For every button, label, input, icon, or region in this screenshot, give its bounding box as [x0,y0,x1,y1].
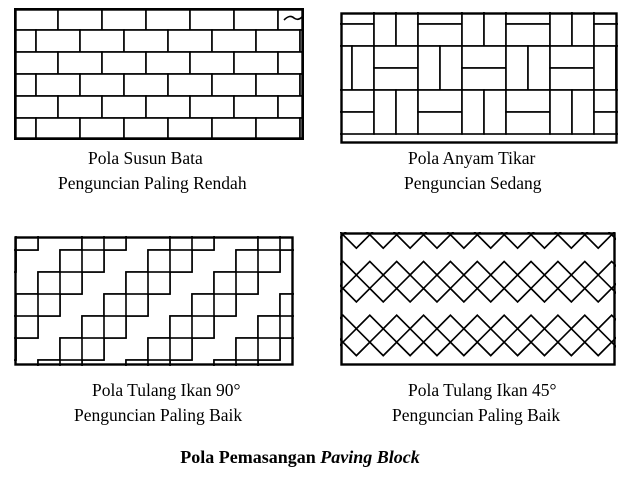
paving-block [462,12,484,46]
paving-block [36,74,80,96]
figure-caption [0,447,600,468]
paving-block [278,52,304,74]
paving-block [352,46,374,90]
paving-block [572,12,594,46]
paving-block [506,112,550,134]
paving-block [462,46,506,68]
paving-block [14,118,36,140]
paving-block [190,52,234,74]
paving-block [234,96,278,118]
pattern-name: Pola Tulang Ikan 45° [408,380,557,400]
paving-block [80,74,124,96]
paving-block [36,30,80,52]
paving-block [374,68,418,90]
pattern-name: Pola Tulang Ikan 90° [92,380,241,400]
paving-block [58,96,102,118]
paving-block [572,90,594,134]
paving-block [594,90,618,112]
paving-block [396,12,418,46]
paving-block [124,74,168,96]
pattern-tulang-ikan-45-drawing [340,232,616,366]
paving-block [340,24,374,46]
paving-block [550,46,594,68]
paving-block [146,8,190,30]
paving-block [212,118,256,140]
pattern-tulang-ikan-90-drawing [14,236,294,366]
paving-block [418,90,462,112]
pattern-tulang-ikan-90-caption [74,378,243,428]
paving-block [168,74,212,96]
paving-block [234,8,278,30]
paving-block [396,90,418,134]
pattern-susun-bata-drawing [14,8,304,140]
figure-caption-prefix: Pola Pemasangan [180,447,321,467]
pattern-anyam-tikar-caption [404,146,542,196]
paving-block [256,74,300,96]
figure-caption-emphasis: Paving Block [320,447,420,467]
paving-block [506,46,528,90]
paving-block [58,8,102,30]
paving-block [14,52,58,74]
paving-block [190,96,234,118]
paving-block [594,46,616,90]
pattern-name: Pola Anyam Tikar [408,148,536,168]
paving-block [124,118,168,140]
paving-block [550,12,572,46]
paving-block [102,52,146,74]
paving-block [374,90,396,134]
paving-block [80,118,124,140]
paving-block [506,24,550,46]
pattern-tulang-ikan-45-caption [392,378,561,428]
paving-block [440,46,462,90]
paving-block [528,46,550,90]
paving-block [594,24,618,46]
paving-block [418,112,462,134]
paving-block [484,12,506,46]
paving-block [190,8,234,30]
paving-block [506,90,550,112]
paving-block [418,46,440,90]
pattern-susun-bata-caption [58,146,247,196]
interlock-level: Penguncian Paling Rendah [58,173,247,193]
paving-block [212,30,256,52]
paving-block [234,52,278,74]
paving-block [14,30,36,52]
paving-block [102,8,146,30]
paving-block [594,112,618,134]
paving-block [418,24,462,46]
paving-block [14,74,36,96]
paving-block [168,30,212,52]
interlock-level: Penguncian Sedang [404,173,542,193]
paving-block [278,96,304,118]
pattern-name: Pola Susun Bata [88,148,203,168]
pattern-anyam-tikar-drawing [340,12,618,144]
paving-block [550,68,594,90]
paving-block [462,68,506,90]
paving-block [340,90,374,112]
paving-block [550,90,572,134]
interlock-level: Penguncian Paling Baik [74,405,243,425]
paving-block [484,90,506,134]
interlock-level: Penguncian Paling Baik [392,405,561,425]
paving-block [58,52,102,74]
paving-block [256,118,300,140]
paving-block [102,96,146,118]
paving-block [340,112,374,134]
paving-block [80,30,124,52]
paving-block [374,46,418,68]
paving-block [124,30,168,52]
paving-block [168,118,212,140]
paving-block [146,96,190,118]
paving-block [462,90,484,134]
paving-block [14,8,58,30]
paving-block [256,30,300,52]
paving-block [212,74,256,96]
paving-block [146,52,190,74]
paving-block [374,12,396,46]
paving-block [36,118,80,140]
paving-block [14,96,58,118]
